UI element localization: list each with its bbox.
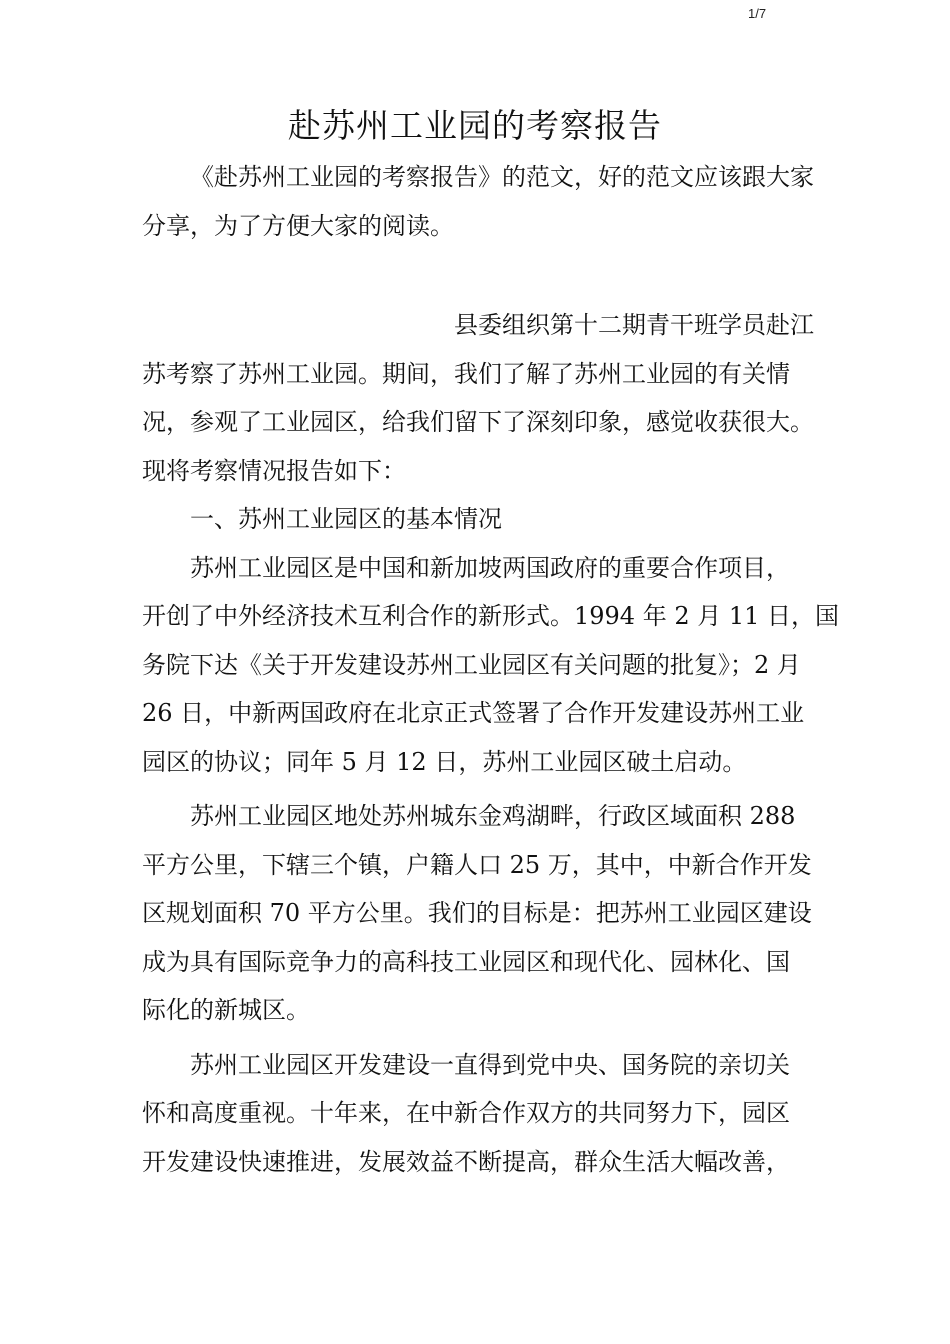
paragraph-line: 务院下达《关于开发建设苏州工业园区有关问题的批复》；2 月 — [142, 650, 801, 679]
paragraph-line: 苏州工业园区地处苏州城东金鸡湖畔，行政区域面积 288 — [190, 802, 796, 830]
paragraph-line: 苏州工业园区是中国和新加坡两国政府的重要合作项目， — [190, 553, 790, 582]
paragraph-line: 际化的新城区。 — [142, 996, 310, 1024]
paragraph-line: 开发建设快速推进，发展效益不断提高，群众生活大幅改善， — [142, 1147, 790, 1176]
paragraph-line: 26 日，中新两国政府在北京正式签署了合作开发建设苏州工业 — [142, 699, 805, 727]
intro-line: 分享，为了方便大家的阅读。 — [142, 211, 454, 240]
paragraph-line: 平方公里，下辖三个镇，户籍人口 25 万，其中，中新合作开发 — [142, 850, 812, 879]
section-heading: 一、苏州工业园区的基本情况 — [190, 505, 502, 533]
paragraph-line: 苏州工业园区开发建设一直得到党中央、国务院的亲切关 — [190, 1050, 790, 1079]
blank-space — [142, 250, 872, 301]
intro-line: 《赴苏州工业园的考察报告》的范文，好的范文应该跟大家 — [190, 163, 814, 191]
paragraph-line: 区规划面积 70 平方公里。我们的目标是：把苏州工业园区建设 — [142, 899, 812, 927]
paragraph-line: 园区的协议；同年 5 月 12 日，苏州工业园区破土启动。 — [142, 747, 747, 776]
document-body — [142, 153, 872, 1186]
paragraph-line: 怀和高度重视。十年来，在中新合作双方的共同努力下，园区 — [142, 1099, 790, 1127]
paragraph-line: 县委组织第十二期青干班学员赴江 — [454, 311, 814, 339]
paragraph-line: 成为具有国际竞争力的高科技工业园区和现代化、园林化、国 — [142, 947, 790, 976]
document-title: 赴苏州工业园的考察报告 — [288, 106, 662, 145]
paragraph-line: 苏考察了苏州工业园。期间，我们了解了苏州工业园的有关情 — [142, 359, 790, 388]
paragraph-line: 况，参观了工业园区，给我们留下了深刻印象，感觉收获很大。 — [142, 408, 814, 436]
paragraph-line: 开创了中外经济技术互利合作的新形式。1994 年 2 月 11 日，国 — [142, 602, 840, 630]
page-number: 1/7 — [748, 6, 767, 21]
paragraph-line: 现将考察情况报告如下： — [142, 456, 406, 485]
